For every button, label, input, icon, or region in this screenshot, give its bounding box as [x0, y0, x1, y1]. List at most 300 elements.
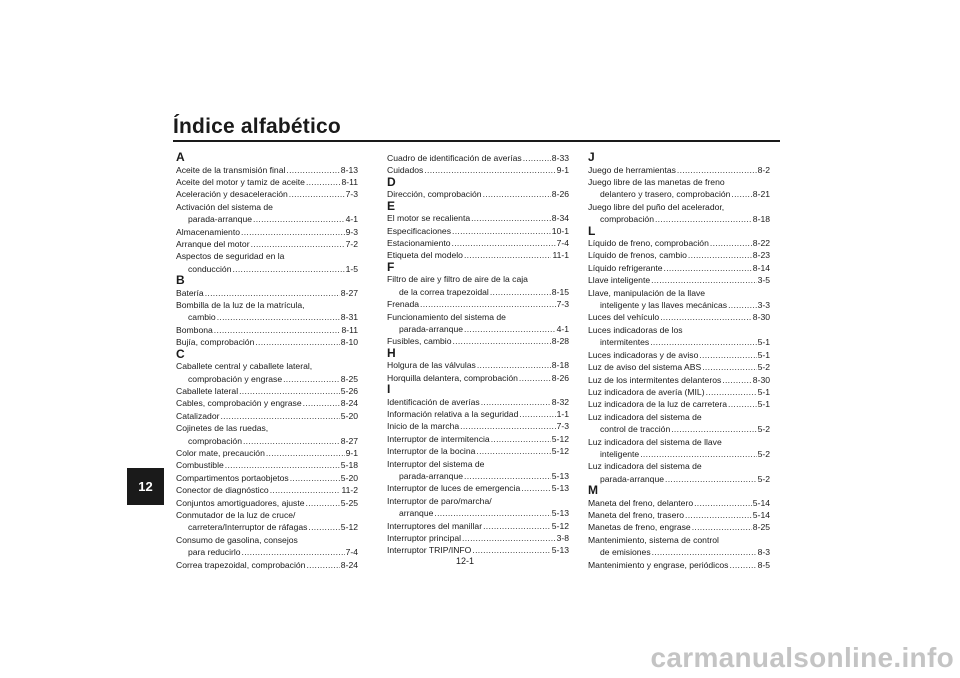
dot-leader — [483, 188, 551, 200]
dot-leader — [462, 532, 556, 544]
index-letter-heading: B — [176, 273, 185, 288]
index-entry — [387, 396, 569, 408]
index-entry-text: Compartimentos portaobjetos — [176, 472, 289, 483]
index-page-ref: 5-2 — [757, 362, 770, 373]
index-entry — [176, 534, 358, 559]
index-entry-text: Interruptor del sistema de — [387, 458, 485, 469]
index-entry-text: Almacenamiento — [176, 226, 241, 237]
index-page-ref: 5-12 — [551, 446, 569, 457]
index-entry-text: parada-arranque — [188, 214, 253, 225]
index-entry — [387, 482, 569, 494]
index-entry — [588, 559, 770, 571]
index-entry — [176, 484, 358, 496]
dot-leader — [650, 336, 756, 348]
index-entry — [176, 447, 358, 459]
index-entry-text: Luz de los intermitentes delanteros — [588, 374, 722, 385]
index-page-ref: 5-20 — [340, 410, 358, 421]
index-page-ref: 8-24 — [340, 398, 358, 409]
index-page-ref: 11-2 — [341, 485, 358, 496]
index-entry-text: Interruptor TRIP/INFO — [387, 545, 472, 556]
dot-leader — [239, 385, 340, 397]
index-entry-text: Fusibles, cambio — [387, 336, 452, 347]
dot-leader — [270, 484, 341, 496]
index-entry — [588, 460, 770, 485]
index-entry-text: Bombilla de la luz de la matrícula, — [176, 300, 305, 311]
index-entry-text: Especificaciones — [387, 225, 452, 236]
dot-leader — [424, 164, 555, 176]
index-page-ref: 4-1 — [556, 323, 569, 334]
index-entry — [387, 458, 569, 483]
index-page-ref: 5-26 — [340, 386, 358, 396]
index-entry-text: Luz indicadora de avería (MIL) — [588, 386, 705, 397]
dot-leader — [685, 509, 752, 521]
index-entry — [387, 408, 569, 420]
dot-leader — [214, 324, 341, 336]
index-letter-heading: E — [387, 198, 396, 213]
index-page-ref: 5-12 — [551, 433, 569, 444]
index-entry-text: Color mate, precaución — [176, 448, 265, 459]
index-entry — [387, 520, 569, 532]
index-entry-text: Conmutador de la luz de cruce/ — [176, 510, 296, 521]
index-page-ref: 8-13 — [340, 164, 358, 175]
index-entry-text: Cuidados — [387, 165, 424, 176]
index-entry-text: de la correa trapezoidal — [399, 286, 489, 297]
index-entry — [588, 287, 770, 312]
dot-leader — [452, 335, 550, 347]
index-entry — [176, 472, 358, 484]
index-entry — [387, 433, 569, 445]
index-entry-text: Batería — [176, 287, 204, 298]
index-entry-text: Juego de herramientas — [588, 164, 676, 175]
index-page-ref: 8-30 — [752, 312, 770, 323]
dot-leader — [519, 372, 551, 384]
index-entry-text: Luz indicadora de la luz de carretera — [588, 399, 728, 410]
index-page-ref: 8-26 — [551, 189, 569, 200]
dot-leader — [728, 299, 757, 311]
index-entry — [588, 249, 770, 261]
index-entry-text: Frenada — [387, 299, 420, 310]
index-entry-text: carretera/Interruptor de ráfagas — [188, 522, 308, 533]
dot-leader — [660, 311, 752, 323]
index-entry-text: Llave inteligente — [588, 275, 651, 286]
index-page-ref: 5-13 — [551, 545, 569, 556]
index-entry — [176, 287, 358, 299]
index-entry — [588, 201, 770, 226]
dot-leader — [464, 249, 551, 261]
dot-leader — [232, 263, 344, 275]
index-page-ref: 8-34 — [551, 213, 569, 224]
index-entry-text: Mantenimiento y engrase, periódicos — [588, 559, 729, 570]
index-entry-text: Líquido de freno, comprobación — [588, 238, 709, 249]
index-page-ref: 8-24 — [340, 559, 358, 570]
index-page-ref: 5-13 — [551, 483, 569, 494]
dot-leader — [286, 164, 339, 176]
index-entry-text: Juego libre del puño del acelerador, — [588, 201, 725, 212]
index-entry-text: Interruptor principal — [387, 533, 462, 544]
index-entry-text: Información relativa a la seguridad — [387, 409, 519, 419]
index-entry — [387, 298, 569, 310]
index-entry — [176, 385, 358, 397]
index-entry-text: Interruptor de paro/marcha/ — [387, 495, 492, 506]
index-page-ref: 8-27 — [340, 287, 358, 298]
index-entry — [387, 311, 569, 336]
dot-leader — [471, 212, 551, 224]
index-entry-text: Cuadro de identificación de averías — [387, 153, 522, 163]
index-entry-text: inteligente y las llaves mecánicas — [600, 300, 728, 311]
index-letter-heading: F — [387, 259, 395, 274]
index-entry — [176, 559, 358, 571]
index-page-ref: 7-3 — [556, 299, 569, 310]
index-entry-text: Juego libre de las manetas de freno — [588, 176, 725, 187]
index-page-ref: 9-1 — [556, 165, 569, 176]
index-entry-text: Luces indicadoras y de aviso — [588, 349, 699, 360]
index-entry — [387, 420, 569, 432]
index-entry — [176, 397, 358, 409]
index-entry-text: Luz indicadora del sistema de — [588, 411, 702, 422]
index-entry — [588, 176, 770, 201]
index-entry — [176, 226, 358, 238]
dot-leader — [706, 386, 757, 398]
index-entry — [387, 532, 569, 544]
index-entry-text: Estacionamiento — [387, 238, 451, 249]
dot-leader — [253, 213, 345, 225]
index-entry-text: Luces del vehículo — [588, 312, 660, 323]
dot-leader — [665, 473, 757, 485]
dot-leader — [460, 420, 555, 432]
dot-leader — [699, 349, 756, 361]
index-page-ref: 9-1 — [345, 448, 358, 459]
index-entry-text: Caballete lateral — [176, 386, 239, 396]
index-entry-text: Bombona — [176, 324, 213, 335]
dot-leader — [306, 559, 339, 571]
index-entry — [387, 225, 569, 237]
index-entry — [176, 176, 358, 188]
index-entry-text: Aceite de la transmisión final — [176, 164, 286, 175]
index-entry-text: Luz de aviso del sistema ABS — [588, 362, 702, 373]
index-letter-heading: A — [176, 150, 185, 164]
index-entry — [588, 164, 770, 176]
index-page-ref: 8-25 — [752, 522, 770, 533]
index-entry-text: Arranque del motor — [176, 238, 250, 249]
index-entry-text: Conector de diagnóstico — [176, 485, 269, 496]
index-entry-text: Cables, comprobación y engrase — [176, 398, 302, 409]
index-entry-text: Conjuntos amortiguadores, ajuste — [176, 497, 305, 508]
index-entry-text: comprobación — [188, 435, 242, 446]
dot-leader — [464, 470, 551, 482]
index-page-ref: 5-13 — [551, 471, 569, 482]
index-entry — [176, 459, 358, 471]
index-page-ref: 7-4 — [345, 547, 358, 558]
index-letter-heading: C — [176, 346, 185, 361]
index-page-ref: 8-31 — [340, 312, 358, 323]
index-entry — [588, 497, 770, 509]
dot-leader — [651, 274, 756, 286]
index-page-ref: 1-5 — [345, 263, 358, 274]
index-page-ref: 8-21 — [752, 189, 770, 200]
index-page-ref: 7-2 — [345, 238, 358, 249]
index-page-ref: 3-3 — [757, 300, 770, 311]
index-entry — [176, 360, 358, 385]
index-page-ref: 8-28 — [551, 336, 569, 347]
index-entry — [176, 410, 358, 422]
index-entry — [176, 509, 358, 534]
dot-leader — [205, 287, 340, 299]
dot-leader — [692, 521, 752, 533]
index-entry-text: de emisiones — [600, 547, 651, 558]
index-entry-text: control de tracción — [600, 424, 671, 435]
index-entry — [176, 201, 358, 226]
index-entry-text: intermitentes — [600, 337, 650, 348]
dot-leader — [731, 188, 751, 200]
dot-leader — [242, 546, 345, 558]
dot-leader — [694, 497, 752, 509]
index-page-ref: 3-8 — [556, 533, 569, 544]
dot-leader — [266, 447, 345, 459]
index-entry-text: Interruptor de luces de emergencia — [387, 483, 521, 494]
dot-leader — [452, 237, 556, 249]
index-letter-heading: H — [387, 345, 396, 360]
dot-leader — [472, 544, 550, 556]
index-entry-text: parada-arranque — [399, 323, 464, 334]
index-page-ref: 5-14 — [752, 510, 770, 521]
index-entry-text: Bujía, comprobación — [176, 337, 255, 348]
dot-leader — [255, 336, 339, 348]
index-column-1 — [176, 152, 358, 571]
index-entry-text: comprobación y engrase — [188, 373, 283, 384]
index-entry-text: Aceite del motor y tamiz de aceite — [176, 176, 305, 187]
index-page-ref: 8-18 — [752, 214, 770, 225]
dot-leader — [640, 448, 756, 460]
index-entry — [387, 359, 569, 371]
index-entry — [387, 164, 569, 176]
dot-leader — [308, 521, 339, 533]
index-page-ref: 8-18 — [551, 360, 569, 371]
index-entry-text: delantero y trasero, comprobación — [600, 189, 731, 200]
index-page-ref: 8-26 — [551, 372, 569, 383]
index-entry — [387, 544, 569, 556]
index-entry — [588, 237, 770, 249]
index-entry — [387, 249, 569, 261]
index-page-ref: 8-33 — [551, 153, 569, 163]
index-entry — [387, 495, 569, 520]
index-entry-text: Interruptores del manillar — [387, 520, 483, 531]
page-title: Índice alfabético — [173, 115, 341, 138]
index-entry-text: cambio — [188, 312, 216, 323]
index-entry-text: parada-arranque — [600, 473, 665, 484]
index-entry-text: Caballete central y caballete lateral, — [176, 361, 313, 372]
index-entry-text: inteligente — [600, 448, 640, 459]
index-page-ref: 8-11 — [341, 176, 358, 187]
index-page-ref: 7-3 — [345, 189, 358, 200]
dot-leader — [722, 374, 752, 386]
index-letter-heading: M — [588, 483, 598, 498]
dot-leader — [671, 423, 756, 435]
index-letter-heading: J — [588, 150, 595, 164]
index-entry-text: Interruptor de la bocina — [387, 446, 476, 457]
dot-leader — [420, 298, 556, 310]
dot-leader — [283, 373, 340, 385]
index-entry — [176, 250, 358, 275]
index-page-ref: 7-4 — [556, 238, 569, 249]
index-page-ref: 10-1 — [551, 225, 569, 236]
index-entry-text: Cojinetes de las ruedas, — [176, 423, 269, 434]
index-page-ref: 5-2 — [757, 424, 770, 435]
index-page-ref: 1-1 — [556, 409, 569, 419]
index-page-ref: 8-22 — [752, 238, 770, 249]
index-entry-text: comprobación — [600, 214, 654, 225]
index-entry-text: Identificación de averías — [387, 396, 480, 407]
index-entry — [176, 324, 358, 336]
dot-leader — [710, 237, 752, 249]
index-entry — [176, 164, 358, 176]
index-column-2 — [387, 152, 569, 557]
dot-leader — [483, 520, 551, 532]
dot-leader — [491, 433, 551, 445]
index-page-ref: 5-1 — [757, 337, 770, 348]
index-page-ref: 7-3 — [556, 421, 569, 432]
index-page-ref: 5-13 — [551, 508, 569, 519]
index-entry — [387, 237, 569, 249]
index-page-ref: 5-1 — [757, 386, 770, 397]
dot-leader — [243, 435, 340, 447]
index-entry-text: parada-arranque — [399, 471, 464, 482]
index-entry — [588, 436, 770, 461]
index-entry — [588, 311, 770, 323]
index-entry-text: Maneta del freno, trasero — [588, 510, 685, 521]
index-entry — [588, 534, 770, 559]
page-number: 12-1 — [456, 556, 475, 566]
dot-leader — [241, 226, 345, 238]
dot-leader — [306, 176, 340, 188]
dot-leader — [523, 152, 551, 164]
index-page-ref: 5-25 — [340, 497, 358, 508]
dot-leader — [225, 459, 340, 471]
index-entry — [588, 509, 770, 521]
index-entry — [588, 324, 770, 349]
dot-leader — [664, 262, 752, 274]
index-entry — [588, 374, 770, 386]
index-entry-text: El motor se recalienta — [387, 213, 471, 224]
index-entry — [176, 497, 358, 509]
index-page-ref: 8-30 — [752, 374, 770, 385]
index-page-ref: 5-1 — [757, 349, 770, 360]
dot-leader — [702, 361, 756, 373]
index-entry-text: Funcionamiento del sistema de — [387, 311, 506, 322]
dot-leader — [677, 164, 757, 176]
dot-leader — [464, 323, 556, 335]
dot-leader — [729, 559, 756, 571]
index-entry-text: Llave, manipulación de la llave — [588, 287, 706, 298]
index-entry-text: Luces indicadoras de los — [588, 324, 683, 335]
index-entry-text: Interruptor de intermitencia — [387, 433, 490, 444]
index-entry — [387, 335, 569, 347]
index-page-ref: 5-2 — [757, 473, 770, 484]
index-entry-text: Mantenimiento, sistema de control — [588, 534, 719, 545]
index-page-ref: 5-12 — [340, 522, 358, 533]
index-entry — [387, 152, 569, 164]
index-entry-text: Líquido refrigerante — [588, 262, 663, 273]
chapter-tab-number: 12 — [138, 479, 153, 494]
index-entry — [387, 212, 569, 224]
index-page-ref: 8-23 — [752, 250, 770, 261]
index-column-3 — [588, 152, 770, 571]
index-page-ref: 8-11 — [341, 324, 358, 335]
index-page-ref: 8-15 — [551, 286, 569, 297]
index-page-ref: 8-3 — [757, 547, 770, 558]
index-letter-heading: D — [387, 174, 396, 189]
index-entry — [387, 445, 569, 457]
index-entry-text: Consumo de gasolina, consejos — [176, 534, 298, 545]
index-entry-text: conducción — [188, 263, 232, 274]
index-entry — [588, 398, 770, 410]
dot-leader — [289, 188, 345, 200]
dot-leader — [303, 397, 340, 409]
index-entry — [588, 349, 770, 361]
dot-leader — [519, 408, 555, 420]
dot-leader — [434, 507, 550, 519]
dot-leader — [217, 311, 340, 323]
index-page-ref: 5-20 — [340, 472, 358, 483]
index-letter-heading: I — [387, 382, 391, 397]
index-page-ref: 5-18 — [340, 460, 358, 471]
dot-leader — [652, 546, 757, 558]
index-entry-text: Manetas de freno, engrase — [588, 522, 691, 533]
dot-leader — [290, 472, 340, 484]
index-page-ref: 8-14 — [752, 262, 770, 273]
index-entry-text: Maneta del freno, delantero — [588, 497, 694, 508]
index-entry — [387, 273, 569, 298]
dot-leader — [481, 396, 551, 408]
title-divider — [173, 140, 780, 142]
index-letter-heading: L — [588, 223, 596, 238]
dot-leader — [306, 497, 340, 509]
index-entry-text: Filtro de aire y filtro de aire de la caja — [387, 274, 528, 285]
index-page-ref: 8-32 — [551, 396, 569, 407]
index-entry-text: Holgura de las válvulas — [387, 360, 476, 371]
dot-leader — [688, 249, 752, 261]
index-entry-text: arranque — [399, 508, 434, 519]
index-entry-text: Combustible — [176, 460, 224, 471]
index-entry-text: Correa trapezoidal, comprobación — [176, 559, 306, 570]
chapter-tab — [127, 468, 164, 505]
index-entry — [588, 386, 770, 398]
index-page-ref: 8-25 — [340, 373, 358, 384]
index-page-ref: 8-10 — [340, 337, 358, 348]
dot-leader — [655, 213, 752, 225]
index-entry-text: Aceleración y desaceleración — [176, 189, 288, 200]
index-page-ref: 5-1 — [757, 399, 770, 410]
index-entry-text: Inicio de la marcha — [387, 421, 460, 432]
index-page-ref: 5-14 — [752, 497, 770, 508]
index-entry-text: Etiqueta del modelo — [387, 250, 463, 261]
dot-leader — [477, 359, 551, 371]
dot-leader — [490, 286, 551, 298]
index-entry — [176, 336, 358, 348]
index-page-ref: 5-12 — [551, 520, 569, 531]
index-entry-text: Luz indicadora del sistema de — [588, 461, 702, 472]
index-page-ref: 3-5 — [757, 275, 770, 286]
index-entry — [588, 361, 770, 373]
index-entry — [176, 422, 358, 447]
index-entry-text: para reducirlo — [188, 547, 241, 558]
index-entry-text: Catalizador — [176, 410, 220, 421]
index-entry-text: Horquilla delantera, comprobación — [387, 372, 518, 383]
index-entry — [387, 372, 569, 384]
index-entry-text: Dirección, comprobación — [387, 189, 482, 200]
index-page-ref: 5-2 — [757, 448, 770, 459]
dot-leader — [728, 398, 757, 410]
index-page-ref: 8-5 — [757, 559, 770, 570]
